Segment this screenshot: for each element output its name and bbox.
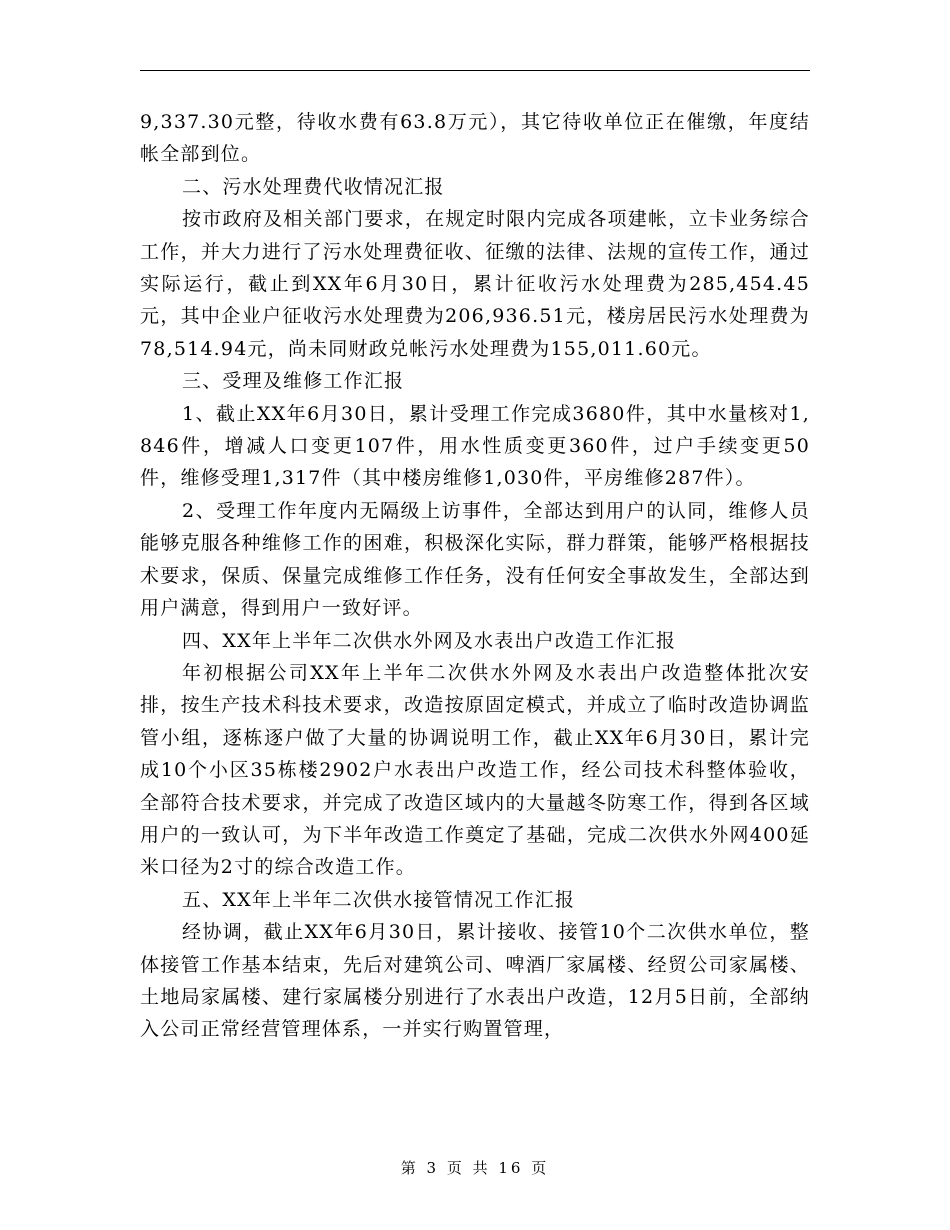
paragraph-8: 年初根据公司XX年上半年二次供水外网及水表出户改造整体批次安排，按生产技术科技术要求，改造按原固定模式，并成立了临时改造协调监管小组，逐栋逐户做了大量的协调说明工作，截止XX年6月30日，累计完成10个小区35栋楼2902户水表出户改造工作，经公司技术科整体验收，全部符合技术要求，并完成了改造区域内的大量越冬防寒工作，得到各区域用户的一致认可，为下半年改造工作奠定了基础，完成二次供水外网400延米口径为2寸的综合改造工作。 xyxy=(140,661,810,879)
section-heading-2: 二、污水处理费代收情况汇报 xyxy=(182,175,445,198)
page-number-footer: 第 3 页 共 16 页 xyxy=(400,1159,550,1177)
paragraph-5: 1、截止XX年6月30日，累计受理工作完成3680件，其中水量核对1,846件，增减人口变更107件，用水性质变更360件，过户手续变更50件，维修受理1,317件（其中楼房维修1,030件，平房维修287件）。 xyxy=(140,402,810,490)
paragraph-1: 9,337.30元整，待收水费有63.8万元），其它待收单位正在催缴，年度结帐全部到位。 xyxy=(140,111,810,166)
paragraph-10: 经协调，截止XX年6月30日，累计接收、接管10个二次供水单位，整体接管工作基本结束，先后对建筑公司、啤酒厂家属楼、经贸公司家属楼、土地局家属楼、建行家属楼分别进行了水表出户改造，12月5日前，全部纳入公司正常经营管理体系，一并实行购置管理， xyxy=(140,921,810,1041)
section-heading-5: 五、XX年上半年二次供水接管情况工作汇报 xyxy=(182,888,576,911)
section-heading-3: 三、受理及维修工作汇报 xyxy=(182,370,405,393)
header-rule xyxy=(140,70,810,71)
paragraph-3: 按市政府及相关部门要求，在规定时限内完成各项建帐，立卡业务综合工作，并大力进行了污水处理费征收、征缴的法律、法规的宣传工作，通过实际运行，截止到XX年6月30日，累计征收污水处理费为285,454.45元，其中企业户征收污水处理费为206,936.51元，楼房居民污水处理费为78,514.94元，尚未同财政兑帐污水处理费为155,011.60元。 xyxy=(140,208,810,360)
paragraph-6: 2、受理工作年度内无隔级上访事件，全部达到用户的认同，维修人员能够克服各种维修工作的困难，积极深化实际，群力群策，能够严格根据技术要求，保质、保量完成维修工作任务，没有任何安全事故发生，全部达到用户满意，得到用户一致好评。 xyxy=(140,499,810,620)
document-body xyxy=(140,106,810,1046)
section-heading-4: 四、XX年上半年二次供水外网及水表出户改造工作汇报 xyxy=(182,629,677,652)
